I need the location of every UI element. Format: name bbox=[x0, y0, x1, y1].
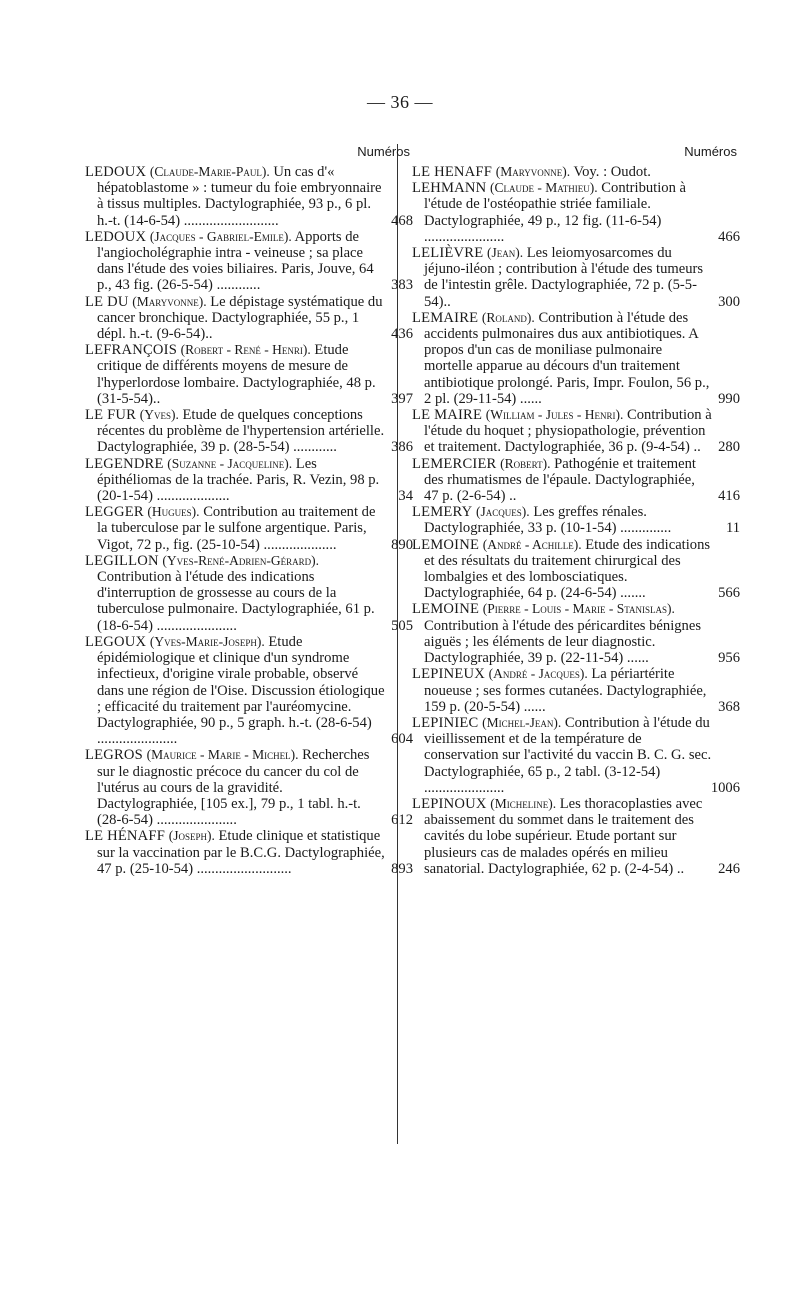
entry-description: Contribution à l'étude des péricardites bénignes aiguës ; les éléments de leur diagnostic. Dactylographiée, 39 p. (22-11-54) ...... bbox=[424, 617, 701, 667]
entry-description: Etude clinique et statistique sur la vaccination par le B.C.G. Dactylographiée, 47 p. (25-10-54) .......................... bbox=[97, 828, 385, 877]
entry-description: Contribution à l'étude du vieillissement et de la température de conservation sur l'activité du vaccin B. C. G. sec. Dactylographiée, 65 p., 2 tabl. (3-12-54) ...................... bbox=[424, 714, 712, 796]
author-forenames: (Jean). bbox=[486, 245, 524, 261]
entry-description: Contribution à l'étude des indications d'interruption de grossesse au cours de la tuberculose pulmonaire. Dactylographiée, 61 p. (18-6-54) ...................... bbox=[97, 569, 375, 634]
left-column-header: Numéros bbox=[357, 144, 410, 159]
entry-description: Voy. : Oudot. bbox=[573, 164, 651, 180]
bibliography-entry bbox=[412, 504, 740, 537]
entry-number: 893 bbox=[391, 860, 413, 877]
author-forenames: (Claude-Marie-Paul). bbox=[149, 164, 270, 179]
entry-description: Les thoracoplasties avec abaissement du sommet dans le traitement des cavités du lobe supérieur. Etude portant sur plusieurs cas de malades opérés en milieu sanatorial. Dactylographiée, 62 p. (2-4-54) .. bbox=[424, 795, 703, 877]
entry-description: Contribution au traitement de la tuberculose par le sulfone argentique. Paris, Vigot, 72 p., fig. (25-10-54) .................... bbox=[97, 504, 376, 553]
author-forenames: (Joseph). bbox=[168, 828, 215, 844]
entry-number: 468 bbox=[391, 212, 413, 229]
author-surname: LEPINIEC bbox=[412, 714, 479, 731]
author-forenames: (Yves-René-Adrien-Gérard). bbox=[162, 552, 320, 568]
bibliography-entry bbox=[412, 536, 740, 602]
author-forenames: (Suzanne - Jacqueline). bbox=[167, 455, 293, 471]
bibliography-entry bbox=[85, 552, 413, 634]
left-entry-list bbox=[85, 164, 413, 877]
entry-description: Recherches sur le diagnostic précoce du cancer du col de l'utérus au cours de la gravidité. Dactylographiée, [105 ex.], 79 p., 1 tabl. h.-t. (28-6-54) ...................... bbox=[97, 747, 370, 829]
author-forenames: (Jacques). bbox=[476, 504, 530, 520]
author-forenames: (André - Jacques). bbox=[488, 666, 588, 682]
entry-description: Pathogénie et traitement des rhumatismes de l'épaule. Dactylographiée, 47 p. (2-6-54) .. bbox=[424, 455, 696, 505]
bibliography-entry bbox=[85, 164, 413, 229]
author-surname: LEHMANN bbox=[412, 180, 487, 197]
author-forenames: (Maryvonne). bbox=[495, 164, 571, 179]
right-column bbox=[412, 144, 740, 877]
author-forenames: (Robert - René - Henri). bbox=[180, 342, 311, 358]
author-surname: LELIÈVRE bbox=[412, 245, 484, 262]
author-forenames: (Robert). bbox=[500, 455, 551, 471]
author-forenames: (Yves-Marie-Joseph). bbox=[149, 633, 265, 649]
bibliography-entry bbox=[85, 504, 413, 553]
bibliography-entry bbox=[412, 455, 740, 505]
author-forenames: (Claude - Mathieu). bbox=[490, 180, 598, 196]
column-divider bbox=[397, 144, 398, 1144]
author-surname: LEGENDRE bbox=[85, 455, 164, 472]
entry-number: 956 bbox=[718, 650, 740, 667]
entry-number: 368 bbox=[718, 698, 740, 715]
author-surname: LEGOUX bbox=[85, 633, 147, 650]
entry-number: 466 bbox=[718, 228, 740, 245]
author-forenames: (Michel-Jean). bbox=[482, 714, 562, 730]
left-column bbox=[85, 144, 413, 877]
author-forenames: (André - Achille). bbox=[482, 536, 582, 552]
author-surname: LE HENAFF bbox=[412, 164, 493, 180]
bibliography-entry bbox=[85, 828, 413, 877]
author-forenames: (Maurice - Marie - Michel). bbox=[146, 747, 299, 763]
entry-number: 416 bbox=[718, 488, 740, 505]
author-surname: LEMAIRE bbox=[412, 309, 479, 326]
bibliography-entry bbox=[85, 407, 413, 456]
entry-description: Etude des indications et des résultats du traitement chirurgical des lombalgies et des lombosciatiques. Dactylographiée, 64 p. (24-6-54) ....... bbox=[424, 536, 711, 602]
author-surname: LEPINOUX bbox=[412, 795, 487, 812]
bibliography-entry bbox=[85, 633, 413, 748]
author-forenames: (Hugues). bbox=[147, 504, 200, 520]
entry-description: La périartérite noueuse ; ses formes cutanées. Dactylographiée, 159 p. (20-5-54) ...... bbox=[424, 666, 707, 715]
entry-description: Etude épidémiologique et clinique d'un syndrome infectieux, d'origine virale probable, observé dans une région de l'Oise. Discussion étiologique ; efficacité du traitement par l'auréomycine. Dactylographiée, 90 p., 5 graph. h.-t. (28-6-54) ...................... bbox=[97, 633, 385, 748]
entry-number: 300 bbox=[718, 293, 740, 310]
author-surname: LEDOUX bbox=[85, 164, 147, 180]
entry-number: 612 bbox=[391, 812, 413, 829]
author-surname: LEPINEUX bbox=[412, 666, 485, 683]
entry-description: Le dépistage systématique du cancer bronchique. Dactylographiée, 55 p., 1 dépl. h.-t. (9-6-54).. bbox=[97, 293, 383, 343]
author-surname: LE FUR bbox=[85, 407, 137, 424]
author-forenames: (Maryvonne). bbox=[132, 293, 207, 309]
entry-number: 386 bbox=[391, 439, 413, 456]
author-forenames: (William - Jules - Henri). bbox=[485, 407, 624, 423]
author-forenames: (Yves). bbox=[139, 407, 179, 423]
bibliography-entry bbox=[412, 245, 740, 310]
entry-number: 505 bbox=[391, 617, 413, 634]
bibliography-entry bbox=[412, 666, 740, 715]
entry-description: Les épithéliomas de la trachée. Paris, R. Vezin, 98 p. (20-1-54) .................... bbox=[97, 455, 380, 505]
entry-number: 436 bbox=[391, 326, 413, 343]
entry-description: Contribution à l'étude des accidents pulmonaires dus aux antibiotiques. A propos d'un cas de moniliase pulmonaire mortelle apparue au décours d'un traitement antibiotique prolongé. Paris, Impr. Foulon, 56 p., 2 pl. (29-11-54) ...... bbox=[424, 309, 710, 407]
author-surname: LE DU bbox=[85, 293, 129, 310]
entry-description: Contribution à l'étude de l'ostéopathie striée familiale. Dactylographiée, 49 p., 12 fig. (11-6-54) ...................... bbox=[424, 180, 687, 245]
bibliography-entry bbox=[412, 601, 740, 667]
bibliography-entry bbox=[85, 342, 413, 407]
entry-number: 34 bbox=[398, 488, 413, 505]
entry-description: Les leiomyosarcomes du jéjuno-iléon ; contribution à l'étude des tumeurs de l'intestin grêle. Dactylographiée, 72 p. (5-5-54).. bbox=[424, 245, 704, 310]
author-forenames: (Jacques - Gabriel-Emile). bbox=[149, 228, 292, 244]
author-forenames: (Micheline). bbox=[490, 795, 557, 811]
author-surname: LE HÉNAFF bbox=[85, 828, 166, 845]
bibliography-entry bbox=[412, 795, 740, 877]
right-entry-list bbox=[412, 164, 740, 877]
author-surname: LEGROS bbox=[85, 747, 143, 764]
entry-description: Les greffes rénales. Dactylographiée, 33 p. (10-1-54) .............. bbox=[424, 504, 672, 537]
entry-number: 280 bbox=[718, 439, 740, 456]
author-surname: LEDOUX bbox=[85, 228, 147, 245]
author-surname: LEFRANÇOIS bbox=[85, 342, 178, 359]
bibliography-entry bbox=[412, 714, 740, 796]
entry-number: 890 bbox=[391, 536, 413, 553]
entry-number: 383 bbox=[391, 277, 413, 294]
bibliography-entry bbox=[412, 407, 740, 456]
author-surname: LEGILLON bbox=[85, 552, 159, 569]
author-forenames: (Roland). bbox=[481, 309, 535, 325]
page-number: — 36 — bbox=[367, 92, 433, 112]
entry-number: 604 bbox=[391, 731, 413, 748]
entry-number: 1006 bbox=[710, 779, 740, 796]
entry-description: Etude de quelques conceptions récentes du problème de l'hypertension artérielle. Dactylographiée, 39 p. (28-5-54) ............ bbox=[97, 407, 385, 456]
author-surname: LEGGER bbox=[85, 504, 144, 521]
author-surname: LEMERY bbox=[412, 504, 473, 521]
author-forenames: (Pierre - Louis - Marie - Stanislas). bbox=[482, 601, 675, 617]
author-surname: LEMERCIER bbox=[412, 455, 497, 472]
bibliography-entry bbox=[85, 455, 413, 505]
entry-number: 11 bbox=[725, 520, 740, 537]
entry-description: Contribution à l'étude du hoquet ; physiopathologie, prévention et traitement. Dactylographiée, 36 p. (9-4-54) .. bbox=[424, 407, 712, 456]
entry-number: 397 bbox=[391, 390, 413, 407]
entry-description: Un cas d'« hépatoblastome » : tumeur du foie embryonnaire à tissus multiples. Dactylographiée, 93 p., 6 pl. h.-t. (14-6-54) .......................... bbox=[97, 164, 382, 229]
right-column-header: Numéros bbox=[684, 144, 737, 159]
author-surname: LEMOINE bbox=[412, 536, 480, 553]
bibliography-entry bbox=[412, 309, 740, 407]
bibliography-entry bbox=[85, 747, 413, 829]
entry-description: Etude critique de différents moyens de mesure de l'hyperlordose lombaire. Dactylographiée, 48 p. (31-5-54).. bbox=[97, 342, 376, 407]
bibliography-entry bbox=[85, 228, 413, 294]
entry-number: 990 bbox=[718, 390, 740, 407]
author-surname: LE MAIRE bbox=[412, 407, 483, 424]
entry-description: Apports de l'angiocholégraphie intra - veineuse ; sa place dans l'étude des voies biliaires. Paris, Jouve, 64 p., 43 fig. (26-5-54) ............ bbox=[97, 228, 374, 294]
author-surname: LEMOINE bbox=[412, 601, 480, 618]
bibliography-entry bbox=[412, 164, 712, 180]
bibliography-entry bbox=[85, 293, 413, 343]
entry-number: 246 bbox=[718, 860, 740, 877]
entry-number: 566 bbox=[718, 585, 740, 602]
bibliography-entry bbox=[412, 180, 740, 245]
